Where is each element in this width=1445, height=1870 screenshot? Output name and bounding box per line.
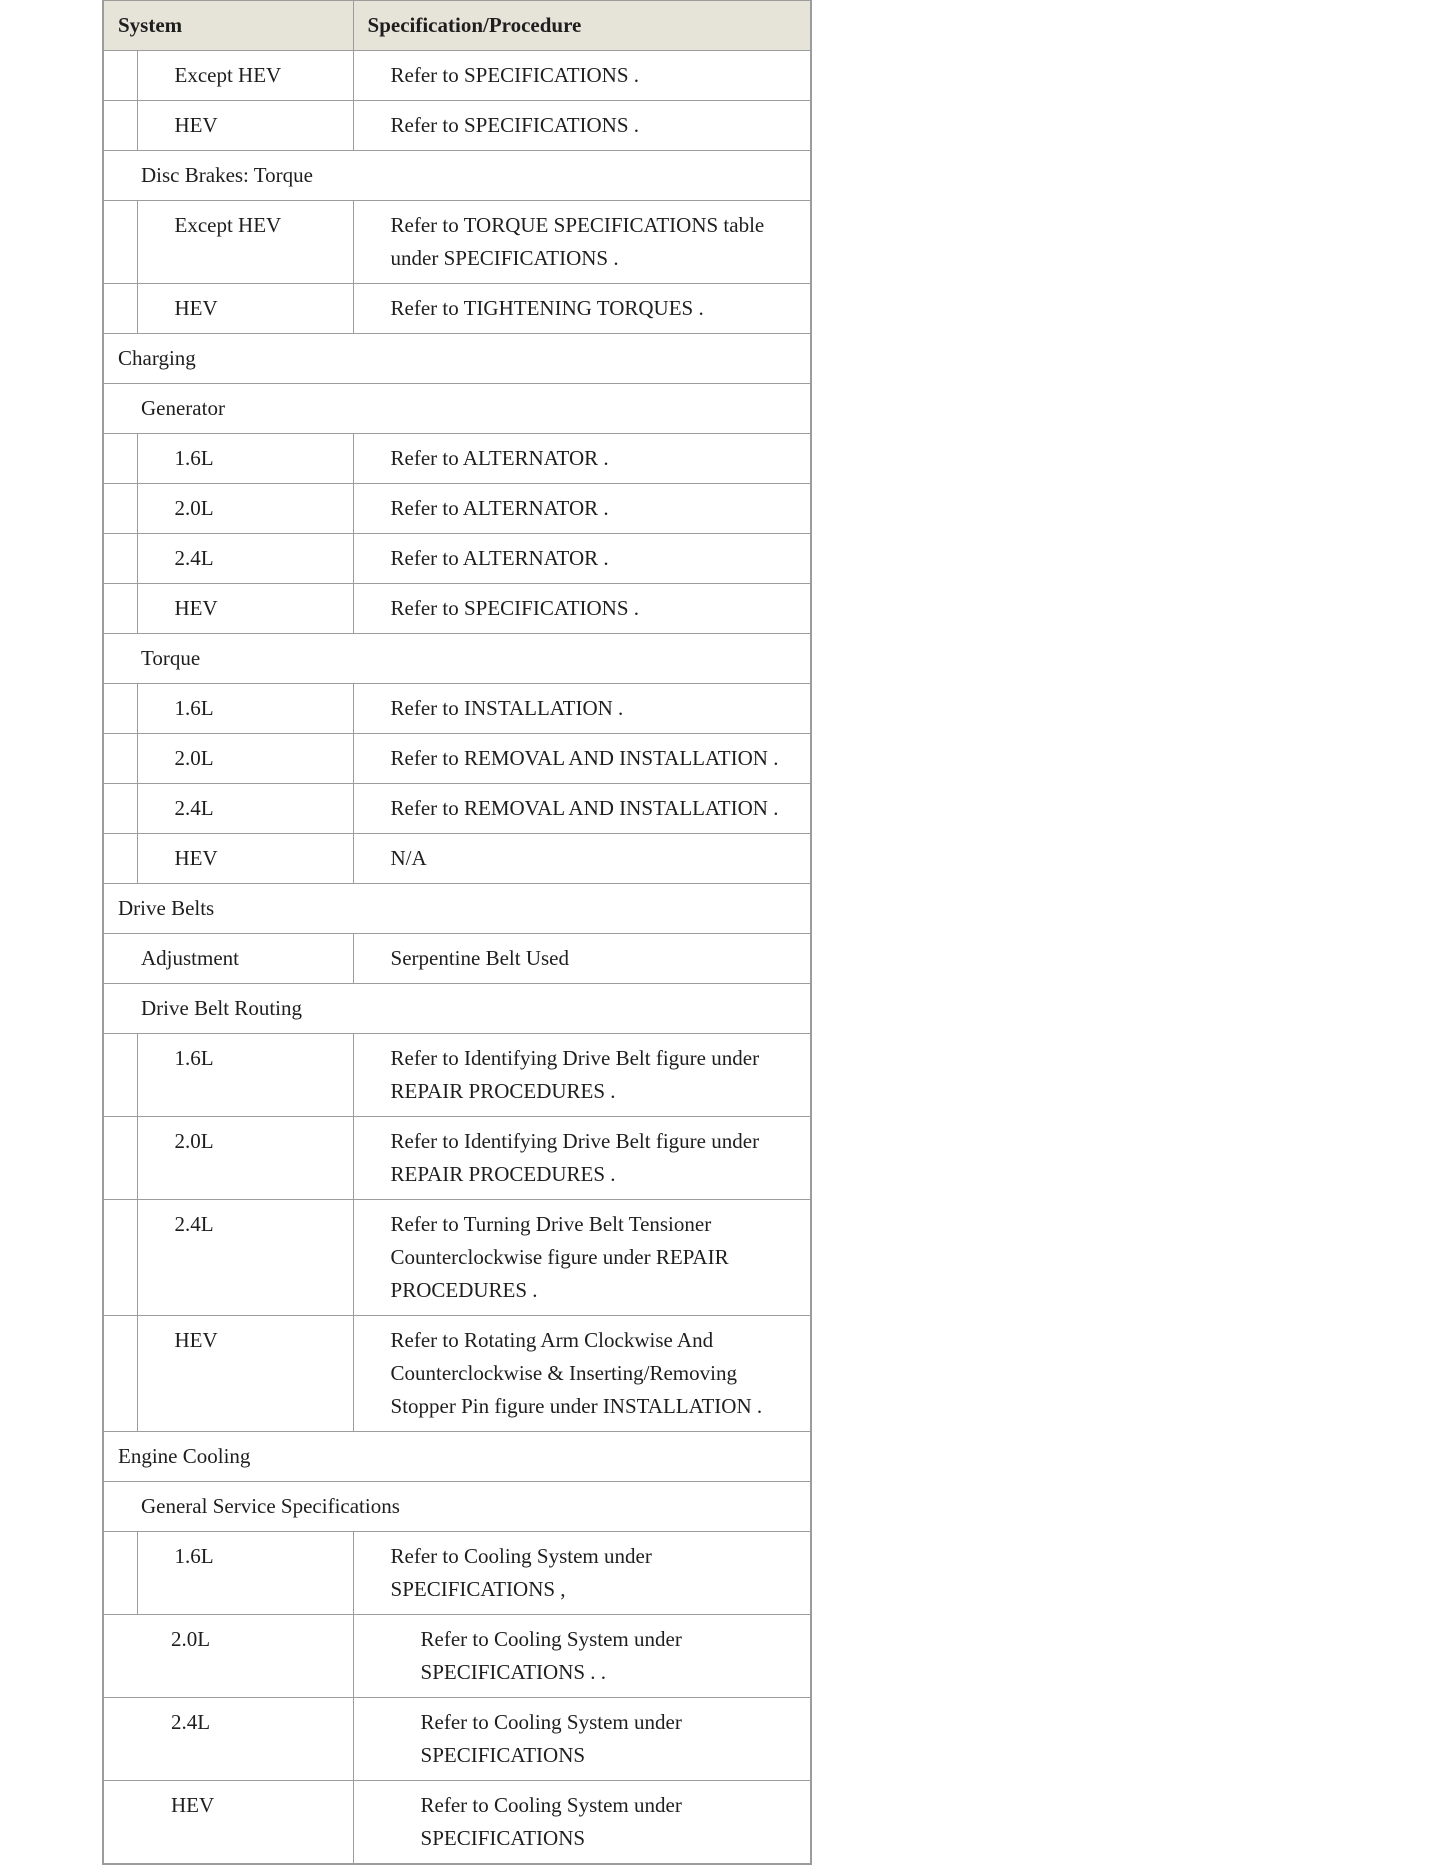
subsection-heading: Generator xyxy=(103,384,811,434)
section-row xyxy=(103,884,811,934)
table-row xyxy=(103,1615,811,1698)
table-row xyxy=(103,534,811,584)
table-row xyxy=(103,484,811,534)
specifications-table xyxy=(102,0,812,1865)
spec-cell: Refer to INSTALLATION . xyxy=(353,684,811,734)
table-row xyxy=(103,1316,811,1432)
spec-cell: Refer to TORQUE SPECIFICATIONS table under SPECIFICATIONS . xyxy=(353,201,811,284)
spec-cell: Refer to Cooling System under SPECIFICATIONS . . xyxy=(353,1615,811,1698)
spec-cell: Refer to Cooling System under SPECIFICATIONS , xyxy=(353,1532,811,1615)
spec-cell: Refer to Rotating Arm Clockwise And Counterclockwise & Inserting/Removing Stopper Pin figure under INSTALLATION . xyxy=(353,1316,811,1432)
spec-cell: Refer to REMOVAL AND INSTALLATION . xyxy=(353,734,811,784)
indent-cell xyxy=(103,684,137,734)
system-cell: HEV xyxy=(137,284,353,334)
system-cell: 1.6L xyxy=(137,1532,353,1615)
table-row xyxy=(103,101,811,151)
indent-cell xyxy=(103,101,137,151)
subsection-row xyxy=(103,151,811,201)
spec-cell: Refer to Cooling System under SPECIFICATIONS xyxy=(353,1781,811,1865)
spec-cell: Serpentine Belt Used xyxy=(353,934,811,984)
table-row xyxy=(103,834,811,884)
spec-cell: Refer to ALTERNATOR . xyxy=(353,484,811,534)
table-row xyxy=(103,51,811,101)
indent-cell xyxy=(103,284,137,334)
section-heading: Drive Belts xyxy=(103,884,811,934)
column-header-spec: Specification/Procedure xyxy=(353,1,811,51)
system-cell: 1.6L xyxy=(137,684,353,734)
indent-cell xyxy=(103,1117,137,1200)
section-heading: Engine Cooling xyxy=(103,1432,811,1482)
spec-cell: Refer to SPECIFICATIONS . xyxy=(353,101,811,151)
system-cell: Adjustment xyxy=(103,934,353,984)
system-cell: 2.4L xyxy=(137,1200,353,1316)
spec-cell: Refer to SPECIFICATIONS . xyxy=(353,584,811,634)
system-cell: Except HEV xyxy=(137,51,353,101)
indent-cell xyxy=(103,1316,137,1432)
table-row xyxy=(103,1034,811,1117)
system-cell: 2.0L xyxy=(103,1615,353,1698)
table-row xyxy=(103,1698,811,1781)
table-row xyxy=(103,284,811,334)
table-row xyxy=(103,584,811,634)
system-cell: HEV xyxy=(103,1781,353,1865)
system-cell: 2.4L xyxy=(137,534,353,584)
section-row xyxy=(103,1432,811,1482)
table-row xyxy=(103,1781,811,1865)
table-row xyxy=(103,1200,811,1316)
table-row xyxy=(103,684,811,734)
system-cell: 2.4L xyxy=(103,1698,353,1781)
table-row xyxy=(103,784,811,834)
spec-cell: Refer to ALTERNATOR . xyxy=(353,534,811,584)
system-cell: HEV xyxy=(137,1316,353,1432)
subsection-heading: Disc Brakes: Torque xyxy=(103,151,811,201)
indent-cell xyxy=(103,534,137,584)
system-cell: 2.4L xyxy=(137,784,353,834)
spec-cell: Refer to SPECIFICATIONS . xyxy=(353,51,811,101)
spec-cell: Refer to ALTERNATOR . xyxy=(353,434,811,484)
indent-cell xyxy=(103,201,137,284)
subsection-row xyxy=(103,384,811,434)
spec-cell: Refer to REMOVAL AND INSTALLATION . xyxy=(353,784,811,834)
table-row xyxy=(103,434,811,484)
table-row xyxy=(103,1532,811,1615)
table-row xyxy=(103,934,811,984)
spec-cell: Refer to Identifying Drive Belt figure under REPAIR PROCEDURES . xyxy=(353,1117,811,1200)
spec-cell: Refer to Cooling System under SPECIFICATIONS xyxy=(353,1698,811,1781)
indent-cell xyxy=(103,584,137,634)
subsection-row xyxy=(103,1482,811,1532)
system-cell: HEV xyxy=(137,584,353,634)
spec-cell: Refer to TIGHTENING TORQUES . xyxy=(353,284,811,334)
indent-cell xyxy=(103,51,137,101)
subsection-heading: Drive Belt Routing xyxy=(103,984,811,1034)
table-row xyxy=(103,734,811,784)
subsection-heading: General Service Specifications xyxy=(103,1482,811,1532)
system-cell: HEV xyxy=(137,101,353,151)
table-header-row xyxy=(103,1,811,51)
column-header-system: System xyxy=(103,1,353,51)
spec-cell: Refer to Identifying Drive Belt figure under REPAIR PROCEDURES . xyxy=(353,1034,811,1117)
system-cell: 1.6L xyxy=(137,1034,353,1117)
subsection-heading: Torque xyxy=(103,634,811,684)
subsection-row xyxy=(103,984,811,1034)
indent-cell xyxy=(103,1532,137,1615)
indent-cell xyxy=(103,484,137,534)
indent-cell xyxy=(103,734,137,784)
system-cell: HEV xyxy=(137,834,353,884)
system-cell: 2.0L xyxy=(137,734,353,784)
system-cell: 1.6L xyxy=(137,434,353,484)
system-cell: 2.0L xyxy=(137,484,353,534)
system-cell: Except HEV xyxy=(137,201,353,284)
section-heading: Charging xyxy=(103,334,811,384)
spec-cell: Refer to Turning Drive Belt Tensioner Counterclockwise figure under REPAIR PROCEDURES . xyxy=(353,1200,811,1316)
spec-cell: N/A xyxy=(353,834,811,884)
indent-cell xyxy=(103,1034,137,1117)
indent-cell xyxy=(103,834,137,884)
indent-cell xyxy=(103,434,137,484)
indent-cell xyxy=(103,1200,137,1316)
system-cell: 2.0L xyxy=(137,1117,353,1200)
table-row xyxy=(103,1117,811,1200)
table-row xyxy=(103,201,811,284)
indent-cell xyxy=(103,784,137,834)
subsection-row xyxy=(103,634,811,684)
section-row xyxy=(103,334,811,384)
